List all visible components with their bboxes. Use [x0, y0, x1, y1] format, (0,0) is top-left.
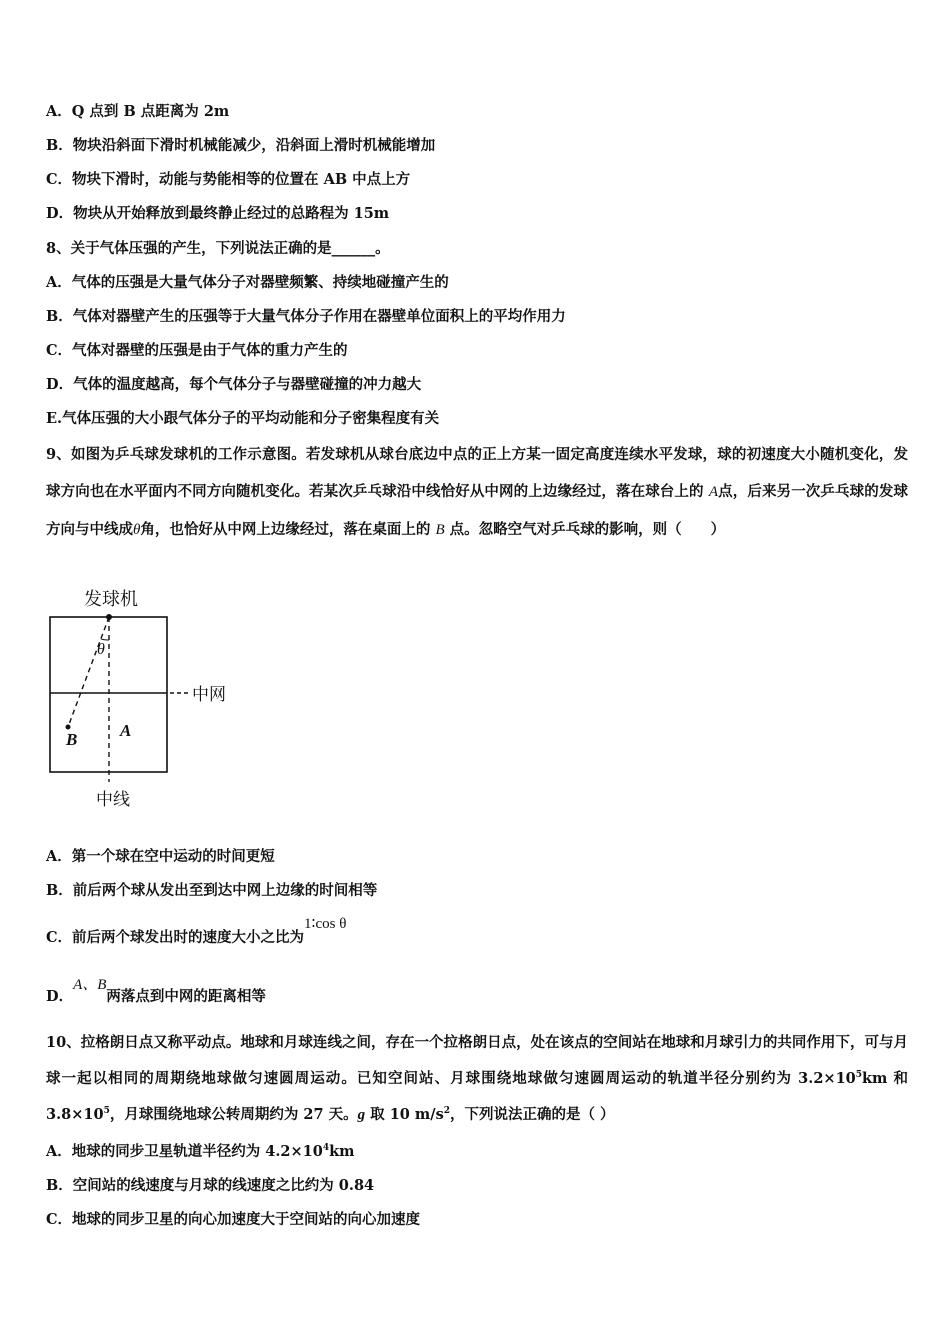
q10-stem-part-3: ，月球围绕地球公转周期约为 27 天。: [109, 1106, 358, 1123]
q9-option-d-text: 两落点到中网的距离相等: [106, 988, 266, 1005]
label-net: 中网: [192, 685, 226, 705]
q10-option-b: B．空间站的线速度与月球的线速度之比约为 0.84: [46, 1177, 375, 1194]
q9-option-d-points: A、B: [73, 977, 107, 993]
label-b: B: [66, 730, 78, 749]
oblique-trajectory: [68, 617, 109, 727]
q9-stem: [46, 436, 908, 549]
label-theta: θ: [97, 641, 105, 658]
q10-stem-g: g: [357, 1107, 366, 1123]
q10-option-a-sup: 4: [322, 1143, 330, 1154]
q7-option-b: B．物块沿斜面下滑时机械能减少，沿斜面上滑时机械能增加: [46, 137, 436, 154]
q9-stem-part-3: 角，也恰好从中网上边缘经过，落在桌面上的: [140, 521, 431, 538]
q9-option-c: [46, 916, 347, 948]
q10-stem-part-2: km 和 3.8×10: [46, 1070, 908, 1123]
serving-point: [106, 614, 112, 620]
label-a: A: [120, 721, 132, 740]
q8-stem: 8、关于气体压强的产生，下列说法正确的是______。: [46, 240, 390, 257]
q9-option-d-label: D．: [46, 988, 74, 1005]
q7-option-d: D．物块从开始释放到最终静止经过的总路程为 15m: [46, 205, 390, 222]
q8-option-a: A．气体的压强是大量气体分子对器壁频繁、持续地碰撞产生的: [46, 274, 449, 291]
q10-stem-sup-2: 5: [103, 1106, 110, 1117]
q9-option-d: [46, 977, 266, 1007]
q10-stem-part-5: ，下列说法正确的是（ ）: [450, 1106, 615, 1123]
q9-stem-point-a: A: [708, 484, 718, 500]
q7-option-a: A．Q 点到 B 点距离为 2m: [46, 103, 230, 120]
q10-stem-part-1: 10、拉格朗日点又称平动点。地球和月球连线之间，存在一个拉格朗日点，处在该点的空间站在地球和月球引力的共同作用下，可与月球一起以相同的周期绕地球做匀速圆周运动。已知空间站、月球围绕地球做匀速圆周运动的轨道半径分别约为 3.2×10: [46, 1034, 908, 1087]
q8-option-c: C．气体对器壁的压强是由于气体的重力产生的: [46, 342, 348, 359]
q10-option-c: C．地球的同步卫星的向心加速度大于空间站的向心加速度: [46, 1211, 421, 1228]
label-midline: 中线: [96, 790, 130, 810]
q7-option-c: C．物块下滑时，动能与势能相等的位置在 AB 中点上方: [46, 171, 411, 188]
q9-option-c-ratio: 1∶cos θ: [304, 916, 347, 932]
q8-option-d: D．气体的温度越高，每个气体分子与器壁碰撞的冲力越大: [46, 376, 422, 393]
q9-stem-part-1: 9、如图为乒乓球发球机的工作示意图。若发球机从球台底边中点的正上方某一固定高度连续水平发球，球的初速度大小随机变化，发球方向也在水平面内不同方向随机变化。若某次乒乓球沿中线恰好从中网的上边缘经过，落在球台上的: [46, 446, 908, 500]
q10-stem-sup-3: 2: [443, 1106, 450, 1117]
label-serving-machine: 发球机: [84, 589, 138, 610]
theta-arc: [101, 639, 109, 640]
q9-stem-part-2: 点，后来另一次乒乓球的发球方向与中线成: [46, 483, 908, 538]
q10-stem-sup-1: 5: [855, 1070, 863, 1081]
q9-option-b: B．前后两个球从发出至到达中网上边缘的时间相等: [46, 882, 378, 899]
landing-point-b: [66, 725, 71, 730]
q9-option-a: A．第一个球在空中运动的时间更短: [46, 848, 275, 865]
q9-stem-theta: θ: [133, 522, 141, 538]
q10-option-a-text: A．地球的同步卫星轨道半径约为 4.2×10: [46, 1143, 323, 1160]
q10-stem-part-4: 取 10 m/s: [365, 1106, 444, 1123]
q8-option-b: B．气体对器壁产生的压强等于大量气体分子作用在器壁单位面积上的平均作用力: [46, 308, 566, 325]
q10-stem: [46, 1025, 908, 1133]
q9-option-c-text: C．前后两个球发出时的速度大小之比为: [46, 929, 305, 946]
ping-pong-diagram: [40, 582, 300, 812]
q10-option-a: [46, 1142, 355, 1162]
q9-stem-part-4: 点。忽略空气对乒乓球的影响，则（ ）: [449, 521, 726, 538]
q9-stem-point-b: B: [435, 522, 445, 538]
q8-option-e: E.气体压强的大小跟气体分子的平均动能和分子密集程度有关: [46, 410, 440, 427]
q10-option-a-unit: km: [329, 1143, 355, 1160]
